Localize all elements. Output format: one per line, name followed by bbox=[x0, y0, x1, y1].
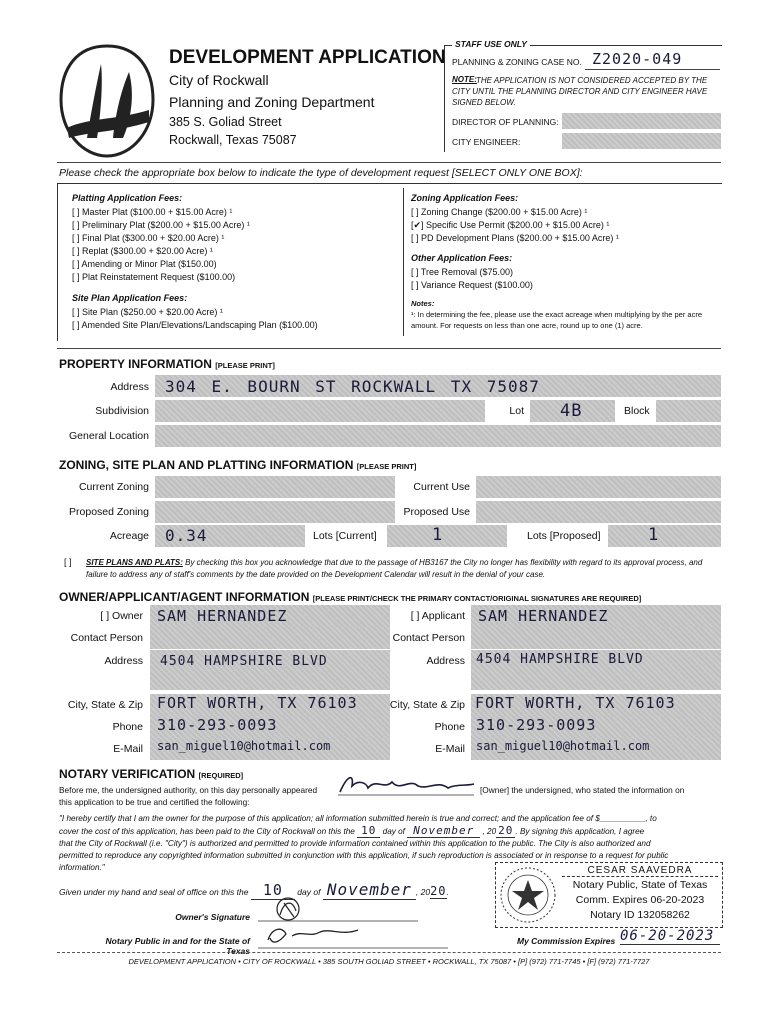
lot-value: 4B bbox=[560, 401, 583, 421]
fee-variance-request[interactable]: [ ] Variance Request ($100.00) bbox=[411, 280, 533, 290]
owner-csz-label: City, State & Zip bbox=[67, 699, 143, 711]
cert-line2: cover the cost of this application, has been paid to the City of Rockwall on this the 10 day of November , 20 20 . By signing this application, I agree bbox=[59, 824, 645, 837]
notary-seal bbox=[495, 862, 723, 928]
current-use-field[interactable] bbox=[476, 476, 721, 498]
property-heading: PROPERTY INFORMATION [PLEASE PRINT] bbox=[59, 357, 275, 371]
proposed-zoning-label: Proposed Zoning bbox=[69, 506, 149, 518]
owner-heading: OWNER/APPLICANT/AGENT INFORMATION [PLEASE PRINT/CHECK THE PRIMARY CONTACT/ORIGINAL SIGNATURES ARE REQUIRED] bbox=[59, 590, 642, 604]
address-label: Address bbox=[110, 381, 149, 393]
block-label: Block bbox=[624, 405, 650, 417]
proposed-use-label: Proposed Use bbox=[403, 506, 470, 518]
fee-amending-plat[interactable]: [ ] Amending or Minor Plat ($150.00) bbox=[72, 259, 217, 269]
applicant-csz-value: FORT WORTH, TX 76103 bbox=[475, 694, 676, 712]
given-year-value: 20 bbox=[430, 884, 447, 898]
staff-note-label: NOTE: bbox=[452, 75, 477, 84]
siteplan-fees-title: Site Plan Application Fees: bbox=[72, 293, 188, 303]
owner-name-value: SAM HERNANDEZ bbox=[157, 607, 288, 625]
applicant-csz-label: City, State & Zip bbox=[389, 699, 465, 711]
lots-proposed-field[interactable] bbox=[608, 525, 721, 547]
fee-master-plat[interactable]: [ ] Master Plat ($100.00 + $15.00 Acre) ¹ bbox=[72, 207, 233, 217]
notes-title: Notes: bbox=[411, 299, 435, 308]
owner-address-value: 4504 HAMPSHIRE BLVD bbox=[160, 654, 328, 669]
proposed-use-field[interactable] bbox=[476, 501, 721, 523]
commission-label: My Commission Expires bbox=[517, 936, 616, 946]
texas-star-icon bbox=[499, 866, 557, 924]
street-address: 385 S. Goliad Street bbox=[169, 115, 282, 129]
commission-value: 06-20-2023 bbox=[620, 928, 720, 945]
owner-phone-value: 310-293-0093 bbox=[157, 716, 278, 734]
zoning-heading: ZONING, SITE PLAN AND PLATTING INFORMATION [PLEASE PRINT] bbox=[59, 458, 417, 472]
notary-heading: NOTARY VERIFICATION [REQUIRED] bbox=[59, 767, 244, 781]
seal-name: CESAR SAAVEDRA bbox=[562, 865, 718, 877]
given-month-value: November bbox=[323, 880, 416, 900]
lots-proposed-label: Lots [Proposed] bbox=[527, 530, 601, 542]
platting-fees-title: Platting Application Fees: bbox=[72, 193, 183, 203]
notary-line2: this application to be true and certified the following: bbox=[59, 797, 250, 807]
current-zoning-field[interactable] bbox=[155, 476, 395, 498]
owner-email-value: san_miguel10@hotmail.com bbox=[157, 739, 331, 753]
owner-signature-label: Owner's Signature bbox=[175, 912, 250, 922]
form-title: DEVELOPMENT APPLICATION bbox=[169, 47, 446, 68]
cert-year-value: 20 bbox=[498, 824, 514, 837]
cert-line4: permitted to reproduce any copyrighted information submitted in conjunction with this application, if such reproduction is associated or in response to a request for public bbox=[59, 851, 669, 860]
lot-label: Lot bbox=[509, 405, 524, 417]
footer-rule bbox=[57, 952, 721, 953]
cert-line1: "I hereby certify that I am the owner for the purpose of this application; all information submitted herein is true and correct; and the application fee of $__________, to bbox=[59, 814, 657, 823]
applicant-phone-value: 310-293-0093 bbox=[476, 716, 597, 734]
cert-month-value: November bbox=[407, 825, 480, 838]
lots-current-label: Lots [Current] bbox=[313, 530, 377, 542]
siteplan-checkbox[interactable]: [ ] bbox=[64, 557, 72, 567]
fee-pd-development[interactable]: [ ] PD Development Plans ($200.00 + $15.00 Acre) ¹ bbox=[411, 233, 619, 243]
zoning-fees-title: Zoning Application Fees: bbox=[411, 193, 519, 203]
cert-line3: that the City of Rockwall (i.e. "City") is authorized and permitted to provide information contained within this application to the public. The City is also authorized and bbox=[59, 839, 651, 848]
applicant-address-label: Address bbox=[426, 655, 465, 667]
director-signature-field[interactable] bbox=[562, 113, 721, 129]
subdivision-label: Subdivision bbox=[95, 405, 149, 417]
fee-site-plan[interactable]: [ ] Site Plan ($250.00 + $20.00 Acre) ¹ bbox=[72, 307, 223, 317]
notes-text: ¹: In determining the fee, please use the exact acreage when multiplying by the per acre amount. For requests on less than one acre, round up to one (1) acre. bbox=[411, 310, 703, 330]
applicant-name-value: SAM HERNANDEZ bbox=[478, 607, 609, 625]
city-name: City of Rockwall bbox=[169, 72, 269, 88]
fee-zoning-change[interactable]: [ ] Zoning Change ($200.00 + $15.00 Acre) ¹ bbox=[411, 207, 588, 217]
director-label: DIRECTOR OF PLANNING: bbox=[452, 117, 559, 127]
engineer-signature-field[interactable] bbox=[562, 133, 721, 149]
owner-contact-label: Contact Person bbox=[70, 632, 143, 644]
seal-line1: Notary Public, State of Texas bbox=[572, 879, 708, 891]
instruction-text: Please check the appropriate box below to indicate the type of development request [SELECT ONLY ONE BOX]: bbox=[59, 167, 583, 179]
zoning-fees-list[interactable] bbox=[411, 206, 619, 245]
other-fees-list[interactable] bbox=[411, 266, 533, 292]
city-state-zip: Rockwall, Texas 75087 bbox=[169, 133, 297, 147]
owner-signature-drawn bbox=[258, 895, 418, 923]
siteplan-fees-list[interactable] bbox=[72, 306, 318, 332]
notary-public-label: Notary Public in and for the State of Texas bbox=[105, 936, 250, 956]
city-logo-icon bbox=[57, 42, 157, 160]
applicant-checkbox-label[interactable]: [ ] Applicant bbox=[410, 610, 465, 622]
acreage-label: Acreage bbox=[109, 530, 149, 542]
case-number-value: Z2020-049 bbox=[592, 50, 683, 68]
engineer-label: CITY ENGINEER: bbox=[452, 137, 521, 147]
applicant-email-value: san_miguel10@hotmail.com bbox=[476, 739, 650, 753]
cert-day-value: 10 bbox=[357, 825, 380, 838]
lots-proposed-value: 1 bbox=[648, 525, 660, 545]
fee-final-plat[interactable]: [ ] Final Plat ($300.00 + $20.00 Acre) ¹ bbox=[72, 233, 225, 243]
case-number-label: PLANNING & ZONING CASE NO. bbox=[452, 57, 582, 67]
owner-checkbox-label[interactable]: [ ] Owner bbox=[100, 610, 143, 622]
applicant-phone-label: Phone bbox=[434, 721, 465, 733]
owner-csz-value: FORT WORTH, TX 76103 bbox=[157, 694, 358, 712]
subdivision-field[interactable] bbox=[155, 400, 485, 422]
staff-use-legend: STAFF USE ONLY bbox=[452, 39, 530, 49]
owner-email-label: E-Mail bbox=[113, 743, 143, 755]
lots-current-field[interactable] bbox=[387, 525, 507, 547]
proposed-zoning-field[interactable] bbox=[155, 501, 395, 523]
fee-plat-reinstatement[interactable]: [ ] Plat Reinstatement Request ($100.00) bbox=[72, 272, 236, 282]
platting-fees-list[interactable] bbox=[72, 206, 250, 284]
applicant-contact-label: Contact Person bbox=[392, 632, 465, 644]
applicant-address-value: 4504 HAMPSHIRE BLVD bbox=[476, 652, 644, 667]
siteplan-ack-text: By checking this box you acknowledge that due to the passage of HB3167 the City no longer has flexibility with regard to its approval process, and failure to address any of staff's comments by the date provided on the Development Calendar will result in the denial of your case. bbox=[86, 558, 703, 579]
seal-line2: Comm. Expires 06-20-2023 bbox=[575, 894, 705, 906]
fee-replat[interactable]: [ ] Replat ($300.00 + $20.00 Acre) ¹ bbox=[72, 246, 213, 256]
fee-preliminary-plat[interactable]: [ ] Preliminary Plat ($200.00 + $15.00 Acre) ¹ bbox=[72, 220, 250, 230]
owner-phone-label: Phone bbox=[112, 721, 143, 733]
fee-tree-removal[interactable]: [ ] Tree Removal ($75.00) bbox=[411, 267, 514, 277]
given-day-value: 10 bbox=[251, 881, 295, 900]
address-value: 304 E. BOURN ST ROCKWALL TX 75087 bbox=[165, 377, 540, 396]
current-zoning-label: Current Zoning bbox=[78, 481, 149, 493]
owner-address-label: Address bbox=[104, 655, 143, 667]
other-fees-title: Other Application Fees: bbox=[411, 253, 513, 263]
notary-line1b: [Owner] the undersigned, who stated the information on bbox=[480, 785, 685, 795]
fee-specific-use-permit[interactable]: [✔] Specific Use Permit ($200.00 + $15.00 Acre) ¹ bbox=[411, 220, 610, 230]
notary-line1a: Before me, the undersigned authority, on this day personally appeared bbox=[59, 785, 318, 795]
notary-signature-drawn bbox=[258, 922, 448, 950]
current-use-label: Current Use bbox=[413, 481, 470, 493]
general-location-label: General Location bbox=[69, 430, 149, 442]
acreage-value: 0.34 bbox=[165, 526, 208, 545]
siteplan-ack bbox=[86, 557, 722, 581]
applicant-email-label: E-Mail bbox=[435, 743, 465, 755]
fee-amended-site-plan[interactable]: [ ] Amended Site Plan/Elevations/Landscaping Plan ($100.00) bbox=[72, 320, 318, 330]
cert-line5: information." bbox=[59, 863, 105, 872]
owner-contact-field[interactable] bbox=[150, 627, 390, 649]
department-name: Planning and Zoning Department bbox=[169, 94, 375, 110]
staff-note-text: THE APPLICATION IS NOT CONSIDERED ACCEPTED BY THE CITY UNTIL THE PLANNING DIRECTOR AND CITY ENGINEER HAVE SIGNED BELOW. bbox=[452, 76, 708, 107]
block-field[interactable] bbox=[656, 400, 721, 422]
general-location-field[interactable] bbox=[155, 425, 721, 447]
lots-current-value: 1 bbox=[432, 525, 444, 545]
siteplan-ack-lead: SITE PLANS AND PLATS: bbox=[86, 558, 183, 567]
given-under-hand: Given under my hand and seal of office on this the 10 day of November , 2020. bbox=[59, 880, 449, 899]
footer-text: DEVELOPMENT APPLICATION • CITY OF ROCKWALL • 385 SOUTH GOLIAD STREET • ROCKWALL, TX 75087 • [P] (972) 771-7745 • [F] (972) 771-7727 bbox=[128, 957, 650, 966]
owner-signature-inline bbox=[336, 770, 476, 798]
seal-line3: Notary ID 132058262 bbox=[590, 909, 690, 921]
applicant-contact-field[interactable] bbox=[471, 627, 721, 649]
